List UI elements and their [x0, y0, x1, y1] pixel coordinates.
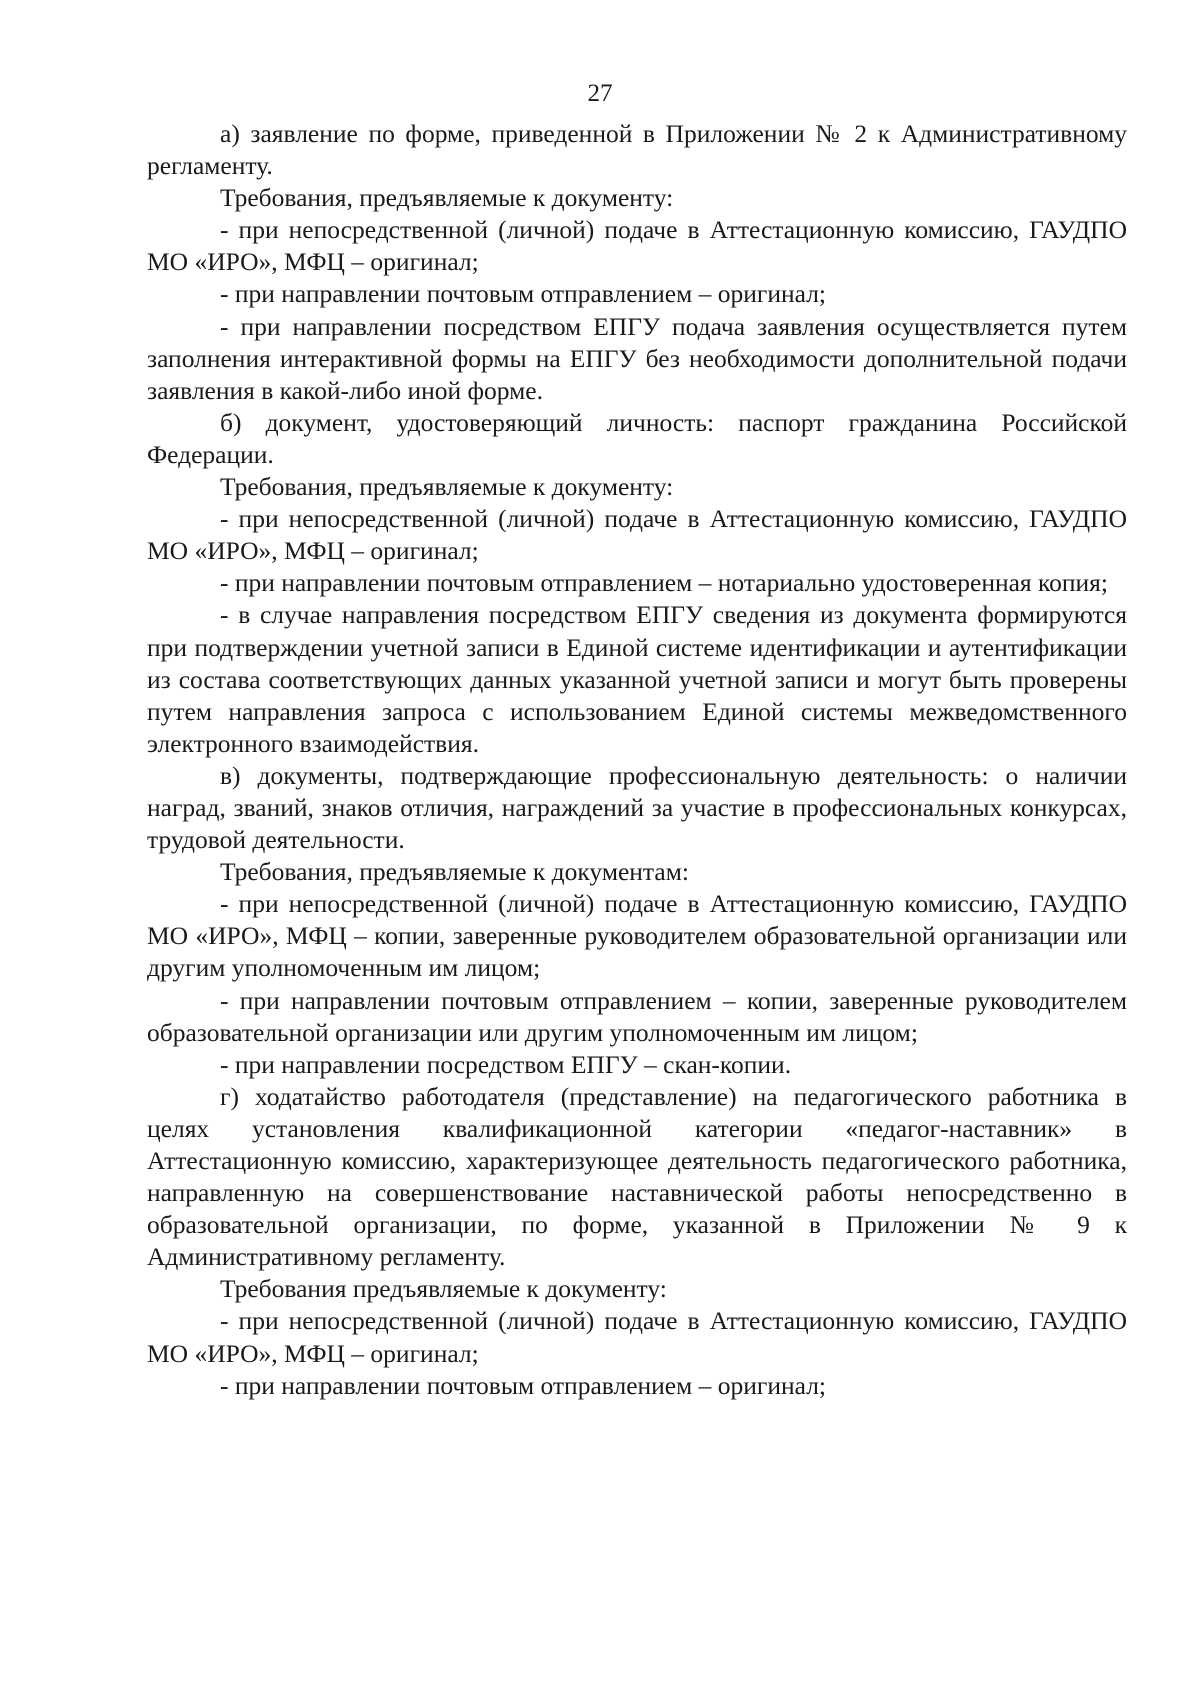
paragraph-requirements-heading: Требования, предъявляемые к документу: [220, 472, 674, 502]
paragraph-requirement-postal: - при направлении почтовым отправлением – копии, заверенные руководителем образовательной организации или другим уполномоченным им лицом; [147, 985, 1127, 1047]
paragraph-item-b-identity: б) документ, удостоверяющий личность: паспорт гражданина Российской Федерации. [147, 407, 1127, 469]
paragraph-requirement-postal: - при направлении почтовым отправлением – оригинал; [220, 1370, 827, 1400]
paragraph-requirement-epgu: - в случае направления посредством ЕПГУ сведения из документа формируются при подтверждении учетной записи в Единой системе идентификации и аутентификации из состава соответствующих данных указанной учетной записи и могут быть проверены путем направления запроса с использованием Единой системы межведомственного электронного взаимодействия. [147, 600, 1127, 758]
paragraph-requirement-personal: - при непосредственной (личной) подаче в Аттестационную комиссию, ГАУДПО МО «ИРО», МФЦ – оригинал; [147, 1306, 1127, 1368]
page-number: 27 [587, 80, 613, 107]
paragraph-item-v-documents: в) документы, подтверждающие профессиональную деятельность: о наличии наград, званий, знаков отличия, награждений за участие в профессиональных конкурсах, трудовой деятельности. [147, 760, 1127, 855]
paragraph-requirements-heading: Требования, предъявляемые к документу: [220, 183, 674, 213]
document-body [147, 118, 1127, 1402]
paragraph-item-g-petition: г) ходатайство работодателя (представление) на педагогического работника в целях установления квалификационной категории «педагог-наставник» в Аттестационную комиссию, характеризующее деятельность педагогического работника, направленную на совершенствование наставнической работы непосредственно в образовательной организации, по форме, указанной в Приложении № 9 к Административному регламенту. [147, 1081, 1127, 1272]
paragraph-item-a-application: а) заявление по форме, приведенной в Приложении № 2 к Административному регламенту. [147, 119, 1127, 181]
paragraph-requirements-heading: Требования предъявляемые к документу: [220, 1274, 667, 1304]
paragraph-requirement-epgu: - при направлении посредством ЕПГУ – скан-копии. [220, 1049, 792, 1079]
paragraph-requirement-personal: - при непосредственной (личной) подаче в Аттестационную комиссию, ГАУДПО МО «ИРО», МФЦ – оригинал; [147, 504, 1127, 566]
paragraph-requirement-personal: - при непосредственной (личной) подаче в Аттестационную комиссию, ГАУДПО МО «ИРО», МФЦ – копии, заверенные руководителем образовательной организации или другим уполномоченным им лицом; [147, 889, 1127, 983]
paragraph-requirement-postal: - при направлении почтовым отправлением – оригинал; [220, 279, 827, 309]
paragraph-requirements-heading: Требования, предъявляемые к документам: [220, 857, 689, 887]
paragraph-requirement-postal: - при направлении почтовым отправлением – нотариально удостоверенная копия; [220, 568, 1108, 598]
paragraph-requirement-personal: - при непосредственной (личной) подаче в Аттестационную комиссию, ГАУДПО МО «ИРО», МФЦ – оригинал; [147, 215, 1127, 277]
paragraph-requirement-epgu: - при направлении посредством ЕПГУ подача заявления осуществляется путем заполнения интерактивной формы на ЕПГУ без необходимости дополнительной подачи заявления в какой-либо иной форме. [147, 311, 1127, 405]
